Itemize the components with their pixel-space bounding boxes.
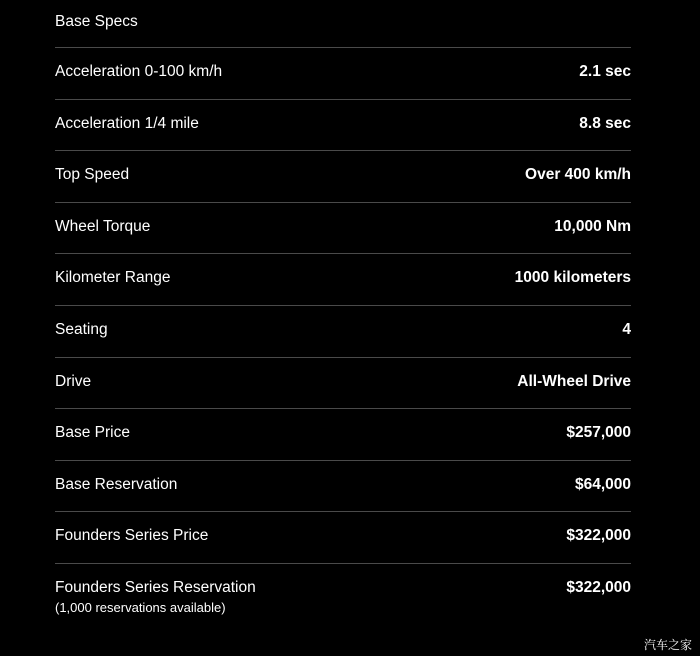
spec-label: Seating [55, 320, 108, 338]
spec-row-base-reservation [55, 461, 631, 513]
spec-label: Kilometer Range [55, 269, 171, 287]
spec-label: Wheel Torque [55, 217, 151, 235]
spec-value: $322,000 [566, 578, 631, 596]
spec-value: 10,000 Nm [554, 217, 631, 235]
spec-row-wheel-torque [55, 203, 631, 255]
spec-value: All-Wheel Drive [517, 372, 631, 390]
spec-value: Over 400 km/h [525, 166, 631, 184]
spec-row-acceleration-quarter-mile [55, 100, 631, 152]
spec-label: Acceleration 1/4 mile [55, 114, 199, 132]
spec-row-base-price [55, 409, 631, 461]
spec-note: (1,000 reservations available) [55, 599, 226, 615]
spec-row-acceleration-0-100 [55, 48, 631, 100]
spec-value: $257,000 [566, 424, 631, 442]
spec-label: Top Speed [55, 166, 130, 184]
spec-label: Founders Series Price [55, 527, 209, 545]
spec-label: Base Reservation [55, 475, 178, 493]
spec-value: 1000 kilometers [514, 269, 631, 287]
spec-row-founders-price [55, 512, 631, 564]
spec-row-kilometer-range [55, 254, 631, 306]
spec-row-seating [55, 306, 631, 358]
spec-label: Drive [55, 372, 92, 390]
spec-label-group [55, 579, 256, 615]
spec-row-top-speed [55, 151, 631, 203]
spec-value: 4 [622, 320, 631, 338]
spec-value: 8.8 sec [579, 114, 631, 132]
watermark-logo: 汽车之家 [643, 638, 692, 652]
specs-heading: Base Specs [55, 0, 631, 48]
spec-label: Acceleration 0-100 km/h [55, 63, 223, 80]
spec-row-drive [55, 358, 631, 410]
spec-label: Founders Series Reservation [55, 578, 256, 596]
spec-value: $64,000 [574, 475, 631, 493]
spec-label: Base Price [55, 424, 130, 442]
spec-value: $322,000 [566, 527, 631, 545]
specs-table [55, 0, 631, 634]
spec-row-founders-reservation [55, 564, 631, 634]
spec-value: 2.1 sec [579, 63, 631, 80]
